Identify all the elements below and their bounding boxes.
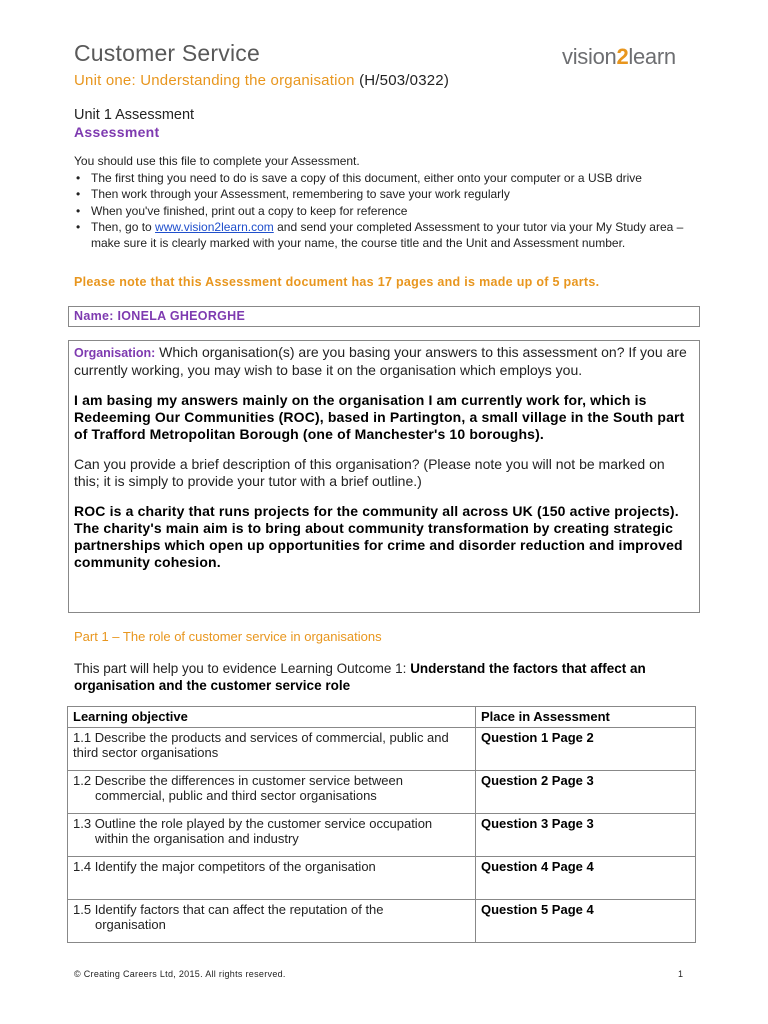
instruction-text: Then, go to [91,220,156,234]
column-header-place: Place in Assessment [476,707,696,728]
objective-cell [68,728,476,771]
objective-text: Outline the role played by the customer service occupation [91,816,433,831]
place-cell: Question 3 Page 3 [476,814,696,857]
instructions [74,154,714,252]
organisation-answer-1: I am basing my answers mainly on the organisation I am currently work for, which is Redeeming Our Communities (ROC), based in Partington, a small village in the South part of Trafford Metropolitan Borough (one of Manchester's 10 boroughs). [74,392,685,442]
objective-text-continued: organisation [95,917,166,932]
organisation-question-text: Which organisation(s) are you basing your answers to this assessment on? If you are currently working, you may wish to base it on the organisation which employs you. [74,344,687,378]
logo-text-vision: vision [562,44,617,69]
instruction-text: and send your completed Assessment to your tutor via your My Study area – make sure it is clearly marked with your name, the course title and the Unit and Assessment number. [91,220,684,250]
logo-text-2: 2 [616,44,629,69]
unit-code: (H/503/0322) [359,72,450,89]
objective-text: Describe the differences in customer service between [91,773,403,788]
instructions-intro: You should use this file to complete your Assessment. [74,154,360,168]
footer-copyright: © Creating Careers Ltd, 2015. All rights reserved. [74,969,286,979]
learning-objectives-table [67,706,696,943]
page-count-note: Please note that this Assessment document has 17 pages and is made up of 5 parts. [74,275,600,289]
vision2learn-link[interactable]: www.vision2learn.com [155,220,274,234]
instruction-item: • Then work through your Assessment, remembering to save your work regularly [91,187,714,203]
unit-subtitle [74,72,449,89]
objective-text: Describe the products and services of commercial, public and third sector organisations [73,730,449,760]
objective-number: 1.3 [73,816,92,831]
vision2learn-logo [562,44,676,70]
table-row [68,900,696,943]
objective-cell [68,900,476,943]
instruction-item: • The first thing you need to do is save a copy of this document, either onto your computer or a USB drive [91,171,714,187]
column-header-objective: Learning objective [68,707,476,728]
table-row [68,814,696,857]
name-label: Name: IONELA GHEORGHE [74,309,246,323]
organisation-box[interactable] [68,340,700,613]
organisation-question-2: Can you provide a brief description of this organisation? (Please note you will not be marked on this; it is simply to provide your tutor with a brief outline.) [74,456,665,489]
table-row [68,857,696,900]
part-1-intro-text: This part will help you to evidence Learning Outcome 1: [74,661,411,676]
organisation-answer-2: ROC is a charity that runs projects for the community all across UK (150 active projects). The charity's main aim is to bring about community transformation by creating strategic partnerships which open up opportunities for crime and disorder reduction and improved community cohesion. [74,503,683,570]
name-field[interactable] [68,306,700,327]
table-row [68,771,696,814]
objective-number: 1.4 [73,859,92,874]
part-1-intro [74,660,714,694]
unit-title: Unit one: Understanding the organisation [74,72,355,89]
objective-cell [68,814,476,857]
objective-text-continued: within the organisation and industry [95,831,299,846]
instruction-item: • When you've finished, print out a copy to keep for reference [91,204,714,220]
table-row [68,728,696,771]
footer-page-number: 1 [678,969,684,979]
instruction-item [91,220,714,251]
document-title: Customer Service [74,40,260,66]
objective-number: 1.1 [73,730,92,745]
part-1-title: Part 1 – The role of customer service in organisations [74,629,382,644]
place-cell: Question 2 Page 3 [476,771,696,814]
objective-text-continued: commercial, public and third sector organisations [95,788,377,803]
logo-text-learn: learn [628,44,676,69]
unit-assessment-heading: Unit 1 Assessment [74,107,195,123]
place-cell: Question 1 Page 2 [476,728,696,771]
place-cell: Question 5 Page 4 [476,900,696,943]
objective-text: Identify factors that can affect the reputation of the [91,902,384,917]
objective-number: 1.2 [73,773,92,788]
objective-cell [68,857,476,900]
objective-cell [68,771,476,814]
objective-text: Identify the major competitors of the organisation [91,859,376,874]
learning-outcome-text: Understand the factors that affect an organisation and the customer service role [74,661,646,693]
objective-number: 1.5 [73,902,92,917]
organisation-label: Organisation: [74,346,156,360]
table-header-row [68,707,696,728]
place-cell: Question 4 Page 4 [476,857,696,900]
instructions-list [74,171,714,252]
assessment-heading: Assessment [74,124,160,140]
organisation-question-1 [74,344,691,379]
